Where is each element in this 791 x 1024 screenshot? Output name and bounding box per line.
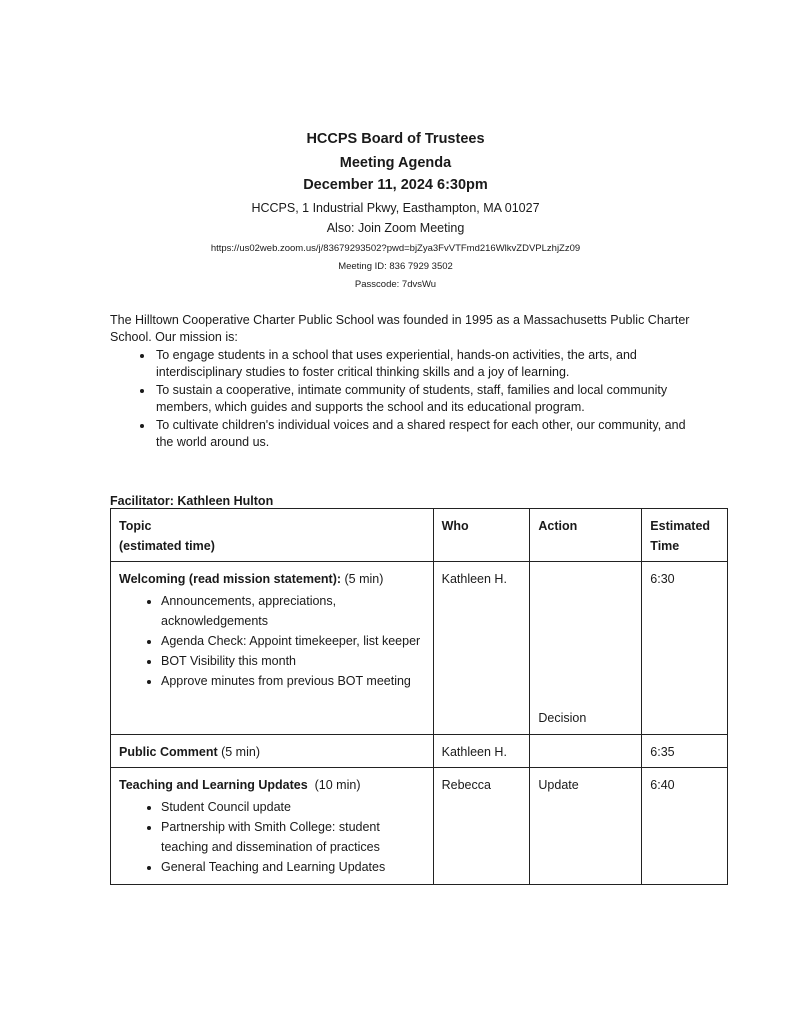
header-topic-label: Topic — [119, 519, 152, 533]
action-cell — [530, 562, 642, 735]
meeting-passcode: Passcode: 7dvsWu — [354, 279, 437, 290]
header-action: Action — [530, 509, 642, 562]
topic-title: Public Comment — [119, 745, 218, 759]
mission-list — [110, 347, 700, 451]
header-time-line2: Time — [650, 539, 680, 553]
header-topic-sub: (estimated time) — [119, 539, 215, 553]
meeting-date: December 11, 2024 6:30pm — [303, 177, 488, 193]
table-row — [111, 768, 728, 885]
who-cell: Rebecca — [433, 768, 530, 885]
action-cell — [530, 735, 642, 768]
header-time-line1: Estimated — [650, 519, 711, 533]
topic-bullet: • General Teaching and Learning Updates — [161, 857, 425, 877]
topic-title: Welcoming (read mission statement): — [119, 572, 342, 586]
topic-bullet: • Approve minutes from previous BOT meeting — [161, 671, 425, 691]
topic-duration: (10 min) — [307, 778, 361, 792]
mission-item: • To cultivate children's individual voices and a shared respect for each other, our community, and the world around us. — [154, 417, 700, 451]
mission-item: • To engage students in a school that uses experiential, hands-on activities, the arts, and interdisciplinary studies to foster critical thinking skills and a joy of learning. — [154, 347, 700, 381]
document-subtitle: Meeting Agenda — [339, 155, 452, 171]
table-row — [111, 562, 728, 735]
topic-bullet: • Partnership with Smith College: student teaching and dissemination of practices — [161, 817, 425, 857]
who-cell: Kathleen H. — [433, 562, 530, 735]
topic-title: Teaching and Learning Updates — [119, 778, 308, 792]
topic-duration: (5 min) — [217, 745, 260, 759]
topic-bullet: • Agenda Check: Appoint timekeeper, list keeper — [161, 631, 425, 651]
meeting-id: Meeting ID: 836 7929 3502 — [338, 261, 453, 272]
time-cell: 6:35 — [642, 735, 728, 768]
topic-bullet: • Announcements, appreciations, acknowledgements — [161, 591, 425, 631]
mission-item: • To sustain a cooperative, intimate community of students, staff, families and local community members, which guides and supports the school and its educational program. — [154, 382, 700, 416]
mission-statement — [110, 312, 700, 452]
meeting-address: HCCPS, 1 Industrial Pkwy, Easthampton, MA 01027 — [251, 201, 540, 215]
action-value: Decision — [538, 711, 587, 725]
zoom-label: Also: Join Zoom Meeting — [326, 221, 465, 235]
facilitator-label: Facilitator: Kathleen Hulton — [110, 494, 274, 508]
header-topic — [111, 509, 434, 562]
topic-cell — [111, 735, 434, 768]
time-cell: 6:40 — [642, 768, 728, 885]
topic-cell — [111, 768, 434, 885]
agenda-table — [110, 508, 728, 885]
action-cell: Update — [530, 768, 642, 885]
header-who: Who — [433, 509, 530, 562]
table-header-row — [111, 509, 728, 562]
topic-cell — [111, 562, 434, 735]
topic-heading — [119, 775, 425, 795]
topic-heading — [119, 569, 425, 589]
time-cell: 6:30 — [642, 562, 728, 735]
topic-bullets — [119, 797, 425, 877]
topic-duration: (5 min) — [341, 572, 384, 586]
topic-bullets — [119, 591, 425, 691]
header-time — [642, 509, 728, 562]
table-row — [111, 735, 728, 768]
topic-bullet: • Student Council update — [161, 797, 425, 817]
zoom-url: https://us02web.zoom.us/j/83679293502?pwd=bjZya3FvVTFmd216WlkvZDVPLzhjZz09 — [210, 243, 581, 254]
topic-bullet: • BOT Visibility this month — [161, 651, 425, 671]
who-cell: Kathleen H. — [433, 735, 530, 768]
mission-intro: The Hilltown Cooperative Charter Public School was founded in 1995 as a Massachusetts Public Charter School. Our mission is: — [110, 313, 690, 344]
document-title: HCCPS Board of Trustees — [306, 131, 485, 147]
